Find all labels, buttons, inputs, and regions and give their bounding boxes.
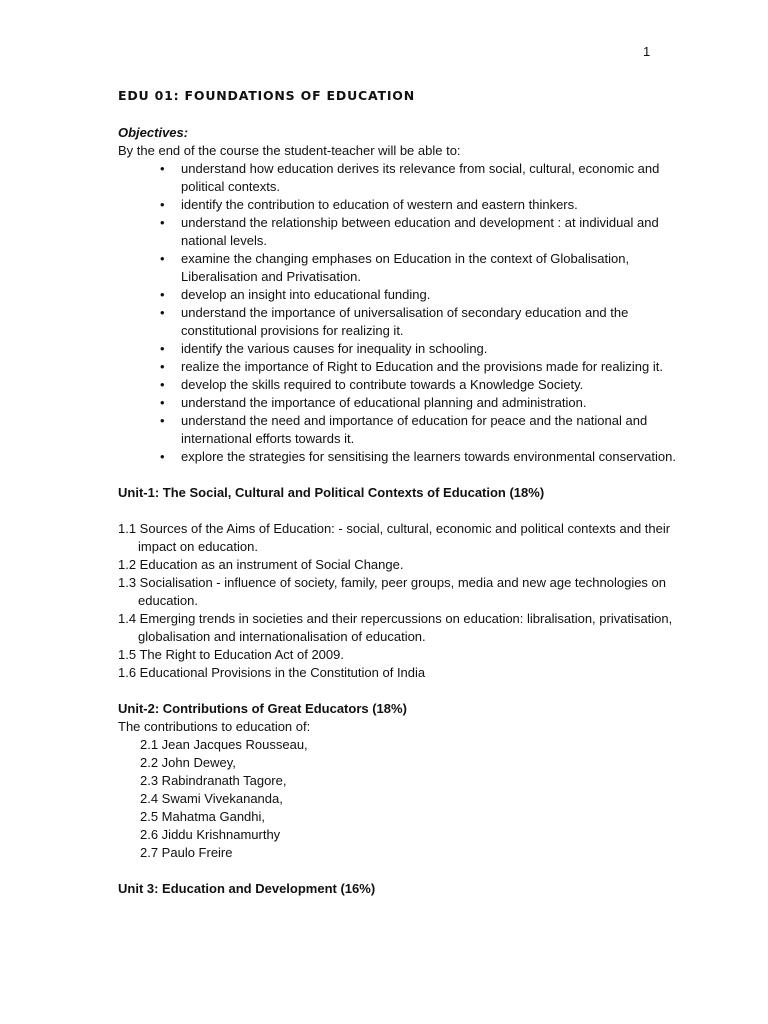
educator-item: 2.3 Rabindranath Tagore, <box>140 773 287 788</box>
bullet-icon: • <box>160 197 165 212</box>
bullet-icon: • <box>160 305 165 320</box>
objective-item <box>118 358 678 376</box>
bullet-icon: • <box>160 413 165 428</box>
bullet-icon: • <box>160 395 165 410</box>
objective-text: develop the skills required to contribute towards a Knowledge Society. <box>181 377 584 392</box>
educator-item: 2.7 Paulo Freire <box>140 845 233 860</box>
objective-text: examine the changing emphases on Education in the context of Globalisation, Liberalisation and Privatisation. <box>181 251 630 284</box>
bullet-icon: • <box>160 287 165 302</box>
bullet-icon: • <box>160 341 165 356</box>
objective-item <box>118 250 678 286</box>
objective-item <box>118 286 678 304</box>
unit-1-item: 1.4 Emerging trends in societies and their repercussions on education: libralisation, privatisation, globalisation and internationalisation of education. <box>118 611 673 644</box>
bullet-icon: • <box>160 251 165 266</box>
educator-item: 2.4 Swami Vivekananda, <box>140 791 283 806</box>
objective-item <box>118 160 678 196</box>
objective-text: develop an insight into educational funding. <box>181 287 431 302</box>
educators-list <box>118 736 678 862</box>
unit-1-item: 1.2 Education as an instrument of Social Change. <box>118 557 404 572</box>
unit-2-heading: Unit-2: Contributions of Great Educators (18%) <box>118 701 407 716</box>
document-body <box>118 124 678 898</box>
bullet-icon: • <box>160 449 165 464</box>
objective-item <box>118 394 678 412</box>
objective-text: understand the relationship between education and development : at individual and national levels. <box>181 215 659 248</box>
unit-3-heading: Unit 3: Education and Development (16%) <box>118 881 376 896</box>
objective-item <box>118 196 678 214</box>
objective-text: explore the strategies for sensitising the learners towards environmental conservation. <box>181 449 676 464</box>
objective-item <box>118 448 678 466</box>
unit-1-item: 1.1 Sources of the Aims of Education: - social, cultural, economic and political contexts and their impact on education. <box>118 521 671 554</box>
bullet-icon: • <box>160 377 165 392</box>
objective-text: understand the importance of educational planning and administration. <box>181 395 587 410</box>
objective-text: understand the importance of universalisation of secondary education and the constitutional provisions for realizing it. <box>181 305 629 338</box>
educator-item: 2.1 Jean Jacques Rousseau, <box>140 737 308 752</box>
objective-item <box>118 340 678 358</box>
educator-item: 2.5 Mahatma Gandhi, <box>140 809 266 824</box>
objective-text: understand the need and importance of education for peace and the national and international efforts towards it. <box>181 413 648 446</box>
bullet-icon: • <box>160 359 165 374</box>
unit-1-item: 1.3 Socialisation - influence of society, family, peer groups, media and new age technologies on education. <box>118 575 667 608</box>
objective-item <box>118 214 678 250</box>
unit-2-intro: The contributions to education of: <box>118 719 311 734</box>
bullet-icon: • <box>160 215 165 230</box>
unit-1-item: 1.5 The Right to Education Act of 2009. <box>118 647 344 662</box>
objective-text: identify the contribution to education of western and eastern thinkers. <box>181 197 578 212</box>
objective-text: identify the various causes for inequality in schooling. <box>181 341 488 356</box>
objective-item <box>118 412 678 448</box>
document-title: EDU 01: FOUNDATIONS OF EDUCATION <box>118 88 415 103</box>
bullet-icon: • <box>160 161 165 176</box>
page-number: 1 <box>643 44 651 59</box>
objectives-list <box>118 160 678 466</box>
educator-item: 2.2 John Dewey, <box>140 755 236 770</box>
objective-item <box>118 376 678 394</box>
objective-text: realize the importance of Right to Education and the provisions made for realizing it. <box>181 359 663 374</box>
objective-text: understand how education derives its relevance from social, cultural, economic and political contexts. <box>181 161 660 194</box>
objectives-heading: Objectives: <box>118 125 189 140</box>
unit-1-item: 1.6 Educational Provisions in the Constitution of India <box>118 665 426 680</box>
educator-item: 2.6 Jiddu Krishnamurthy <box>140 827 281 842</box>
unit-1-heading: Unit-1: The Social, Cultural and Political Contexts of Education (18%) <box>118 485 545 500</box>
objective-item <box>118 304 678 340</box>
objectives-intro: By the end of the course the student-teacher will be able to: <box>118 143 461 158</box>
